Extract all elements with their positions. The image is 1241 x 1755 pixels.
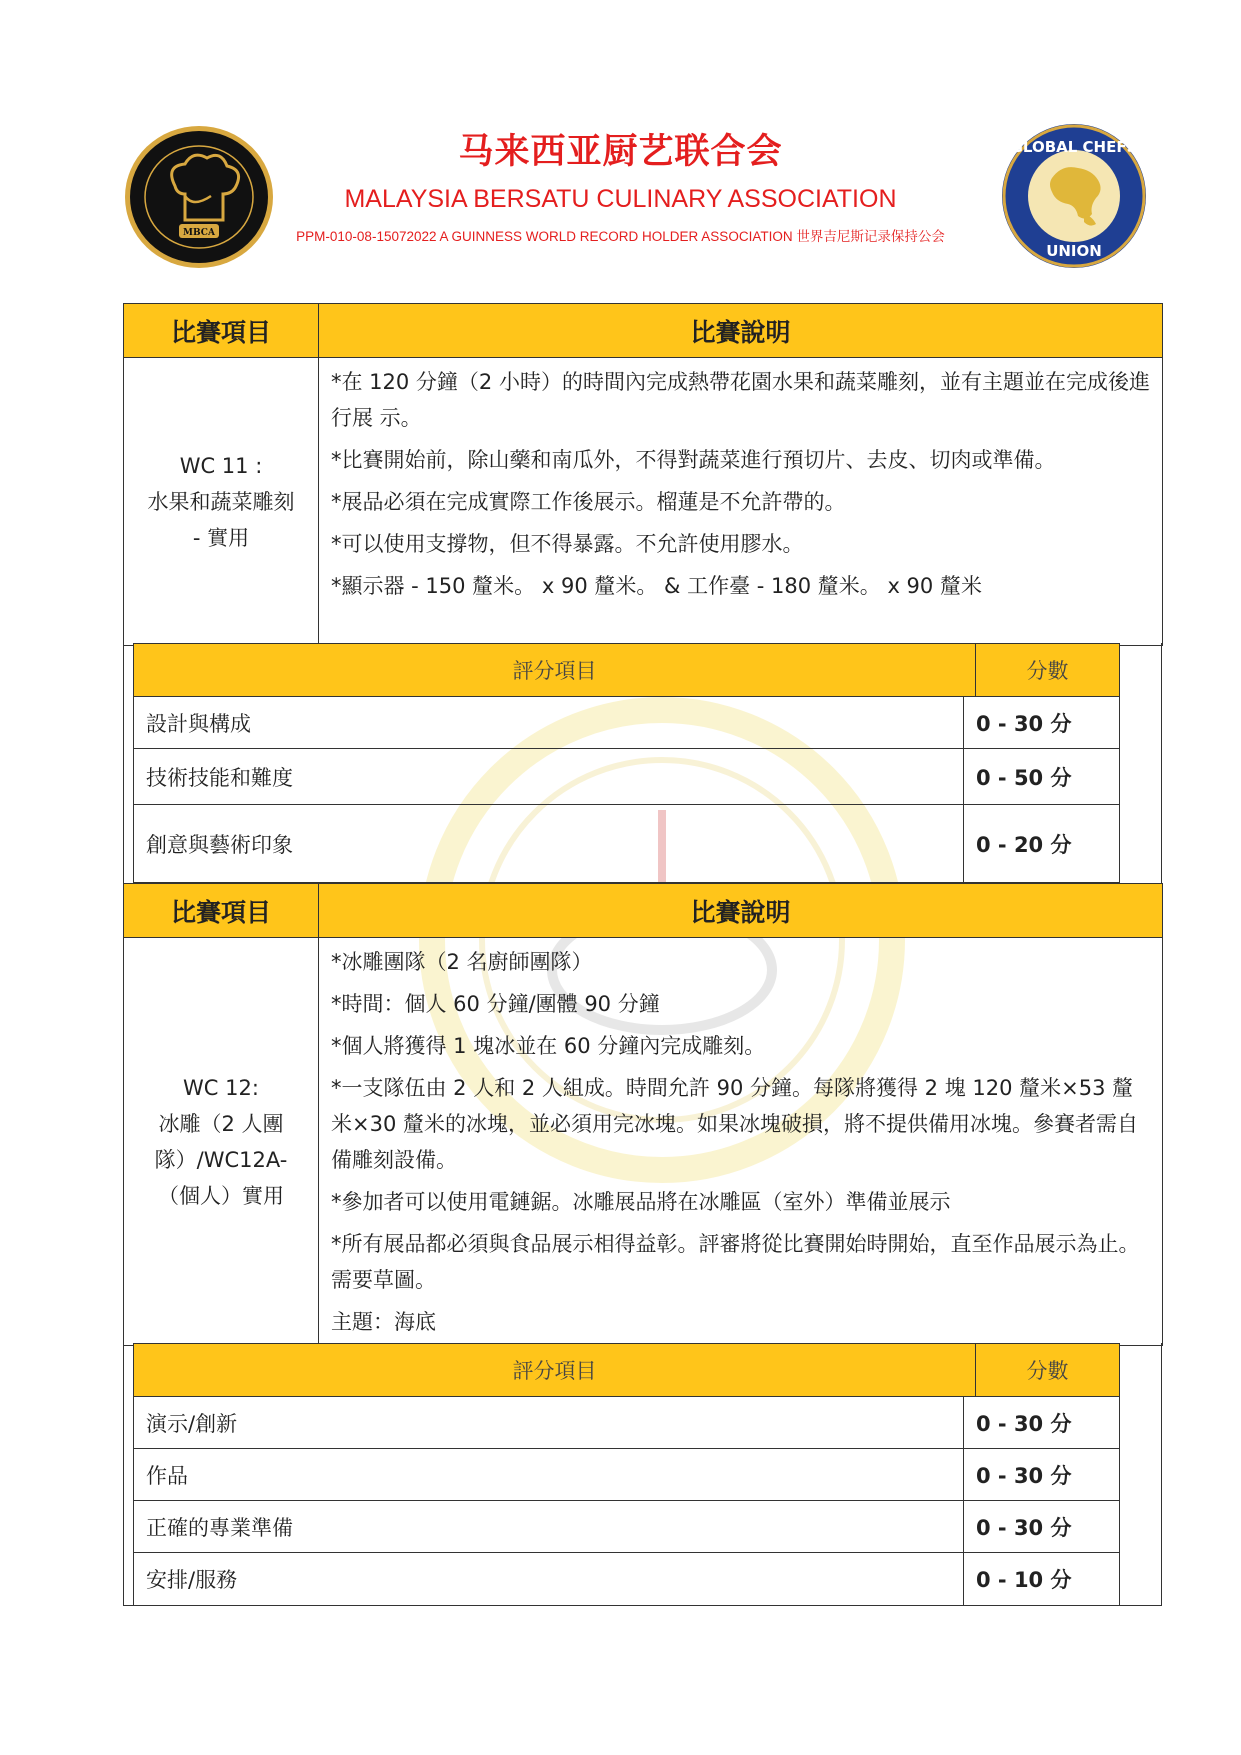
score-header [134,1343,1119,1396]
score-row [134,1396,1119,1448]
section-name-line: - 實用 [192,525,250,550]
rule-text: *可以使用支撐物，但不得暴露。不允許使用膠水。 [331,532,804,556]
score-row [134,748,1119,804]
score-points: 0 - 20 分 [976,832,1072,857]
registration-line: PPM-010-08-15072022 A GUINNESS WORLD RECORD HOLDER ASSOCIATION 世界吉尼斯记录保持公会 [296,229,945,244]
score-row [134,1552,1119,1605]
section-name-line: 冰雕（2 人團 [158,1111,284,1136]
rule-text: *個人將獲得 1 塊冰並在 60 分鐘內完成雕刻。 [331,1034,766,1058]
header-description: 比賽說明 [690,897,791,927]
section-row [124,938,1162,1346]
score-points: 0 - 50 分 [976,765,1072,790]
section-wc11-table [123,303,1163,646]
section-name-line: 水果和蔬菜雕刻 [147,489,295,514]
section-wc11-score-table [133,643,1120,883]
score-header-points: 分數 [1026,1359,1069,1383]
table-border-right [1118,643,1162,883]
rule-text: *所有展品都必須與食品展示相得益彰。評審將從比賽開始時開始，直至作品展示為止。需要草圖。 [331,1232,1140,1292]
rule-text: *在 120 分鐘（2 小時）的時間內完成熱帶花園水果和蔬菜雕刻，並有主題並在完成後進行展 示。 [331,370,1150,430]
section-code: WC 11 : [179,453,263,478]
association-name-english: MALAYSIA BERSATU CULINARY ASSOCIATION [344,185,897,213]
score-header-item: 評分項目 [134,1344,976,1396]
section-description [319,358,1162,645]
score-points: 0 - 30 分 [976,1411,1072,1436]
score-points: 0 - 30 分 [976,1463,1072,1488]
rule-text: *時間：個人 60 分鐘/團體 90 分鐘 [331,992,660,1016]
section-title [124,938,319,1345]
score-item: 演示/創新 [134,1397,964,1448]
header-item: 比賽項目 [124,304,319,357]
score-item: 正確的專業準備 [134,1501,964,1552]
section-name-line: 隊）/WC12A- [154,1147,288,1172]
score-row [134,804,1119,882]
rule-text: *展品必須在完成實際工作後展示。榴蓮是不允許帶的。 [331,490,846,514]
score-item: 作品 [134,1449,964,1500]
header-item: 比賽項目 [124,884,319,937]
score-item: 安排/服務 [134,1553,964,1605]
section-title [124,358,319,645]
rule-text: *顯示器 - 150 釐米。 x 90 釐米。 & 工作臺 - 180 釐米。 x 90 釐米 [331,574,982,598]
global-chefs-union-logo [1000,122,1148,270]
score-points: 0 - 10 分 [976,1568,1072,1592]
svg-text:UNION: UNION [1046,242,1102,260]
table-border-right [1118,1343,1162,1606]
rule-text: *比賽開始前，除山藥和南瓜外，不得對蔬菜進行預切片、去皮、切肉或準備。 [331,448,1056,472]
section-description [319,938,1162,1345]
score-points: 0 - 30 分 [976,711,1072,736]
svg-text:MBCA: MBCA [183,228,215,238]
theme-text: 主題：海底 [331,1310,436,1334]
svg-text:GLOBAL CHEFS: GLOBAL CHEFS [1010,138,1138,156]
score-header-item: 評分項目 [134,644,976,696]
score-header [134,643,1119,696]
score-row [134,696,1119,748]
score-points: 0 - 30 分 [976,1515,1072,1540]
section-code: WC 12: [183,1075,259,1100]
section-row [124,358,1162,646]
score-item: 創意與藝術印象 [134,805,964,882]
score-header-points: 分數 [1026,659,1069,683]
score-row [134,1500,1119,1552]
section-wc12-table [123,883,1163,1346]
association-name-chinese: 马来西亚厨艺联合会 [458,132,783,172]
score-item: 設計與構成 [134,697,964,748]
score-item: 技術技能和難度 [134,749,964,804]
table-header [124,304,1162,358]
score-row [134,1448,1119,1500]
section-name-line: （個人）實用 [158,1183,284,1208]
rule-text: *冰雕團隊（2 名廚師團隊） [331,950,593,974]
header-description: 比賽說明 [690,317,791,347]
table-header [124,884,1162,938]
rule-text: *參加者可以使用電鏈鋸。冰雕展品將在冰雕區（室外）準備並展示 [331,1190,951,1214]
section-wc12-score-table [133,1343,1120,1606]
rule-text: *一支隊伍由 2 人和 2 人組成。時間允許 90 分鐘。每隊將獲得 2 塊 120 釐米×53 釐米×30 釐米的冰塊，並必須用完冰塊。如果冰塊破損，將不提供備用冰塊。參賽者需自備雕刻設備。 [331,1076,1138,1172]
